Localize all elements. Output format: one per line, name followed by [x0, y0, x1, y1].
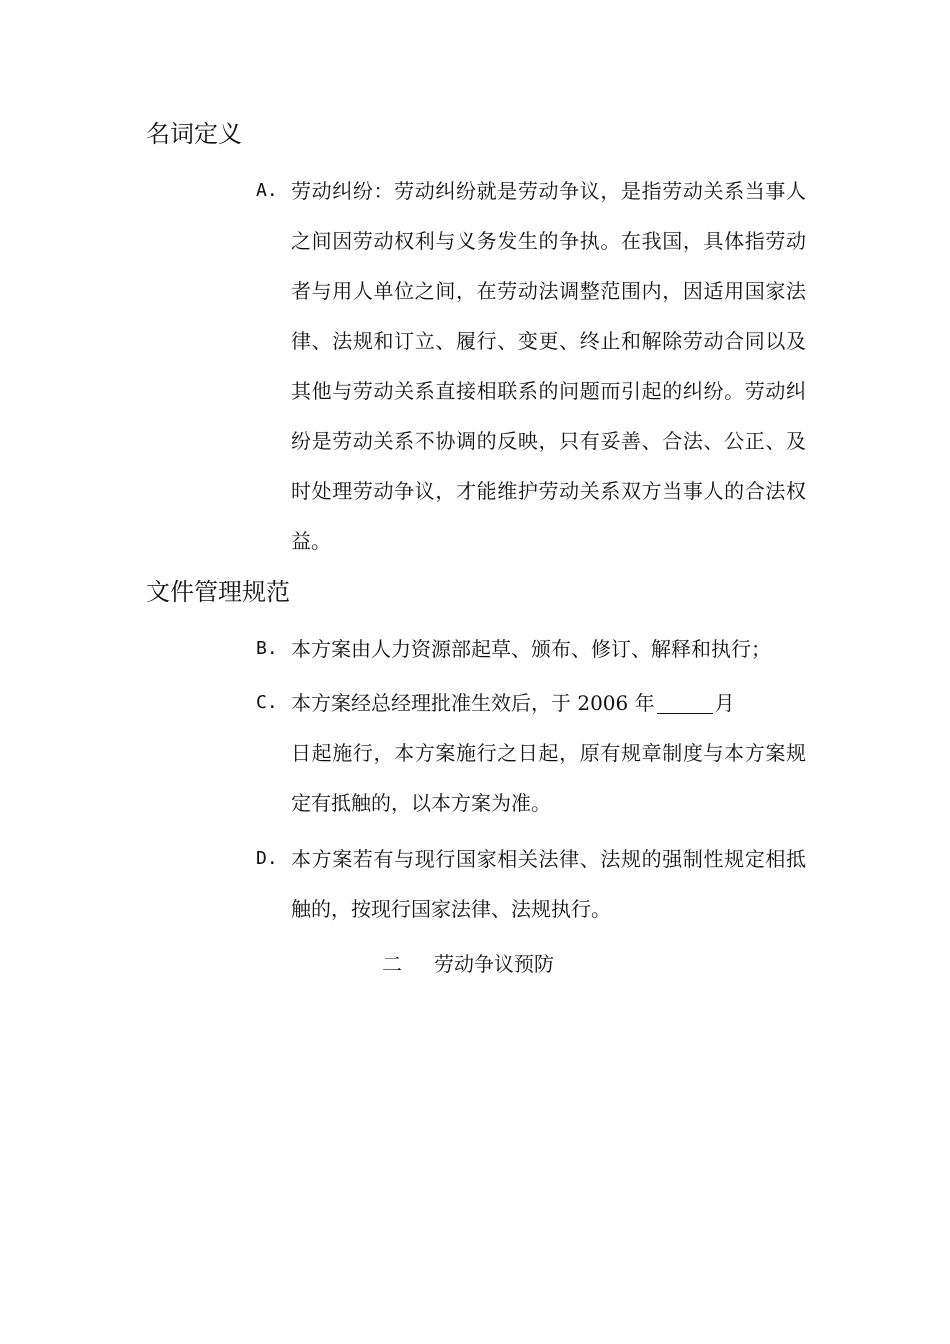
list-item-b	[256, 624, 808, 674]
list-text-c-line1	[291, 678, 806, 728]
list-text-c-after-blank: 月	[714, 691, 735, 715]
list-item-d	[256, 834, 808, 934]
section-number: 二	[382, 952, 402, 976]
list-text-a: 劳动纠纷：劳动纠纷就是劳动争议，是指劳动关系当事人之间因劳动权利与义务发生的争执。在我国，具体指劳动者与用人单位之间，在劳动法调整范围内，因适用国家法律、法规和订立、履行、变更、终止和解除劳动合同以及其他与劳动关系直接相联系的问题而引起的纠纷。劳动纠纷是劳动关系不协调的反映，只有妥善、合法、公正、及时处理劳动争议，才能维护劳动关系双方当事人的合法权益。	[291, 179, 806, 553]
date-blank-line	[657, 691, 713, 714]
list-marker-b: B.	[256, 638, 278, 659]
list-text-c	[291, 678, 806, 828]
list-marker-d: D.	[256, 848, 278, 869]
section-title-text: 劳动争议预防	[434, 952, 554, 976]
list-text-c-before-blank: 本方案经总经理批准生效后，于 2006 年	[291, 691, 655, 715]
heading-definitions: 名词定义	[146, 120, 242, 148]
list-item-c	[256, 678, 808, 828]
list-text-d: 本方案若有与现行国家相关法律、法规的强制性规定相抵触的，按现行国家法律、法规执行。	[291, 847, 806, 921]
list-item-a	[256, 166, 808, 566]
section-title	[382, 944, 554, 984]
list-marker-c: C.	[256, 692, 278, 713]
heading-file-management: 文件管理规范	[146, 578, 290, 606]
list-marker-a: A.	[256, 180, 278, 201]
list-text-b: 本方案由人力资源部起草、颁布、修订、解释和执行；	[291, 637, 771, 661]
list-text-c-rest: 日起施行，本方案施行之日起，原有规章制度与本方案规定有抵触的，以本方案为准。	[291, 741, 806, 815]
